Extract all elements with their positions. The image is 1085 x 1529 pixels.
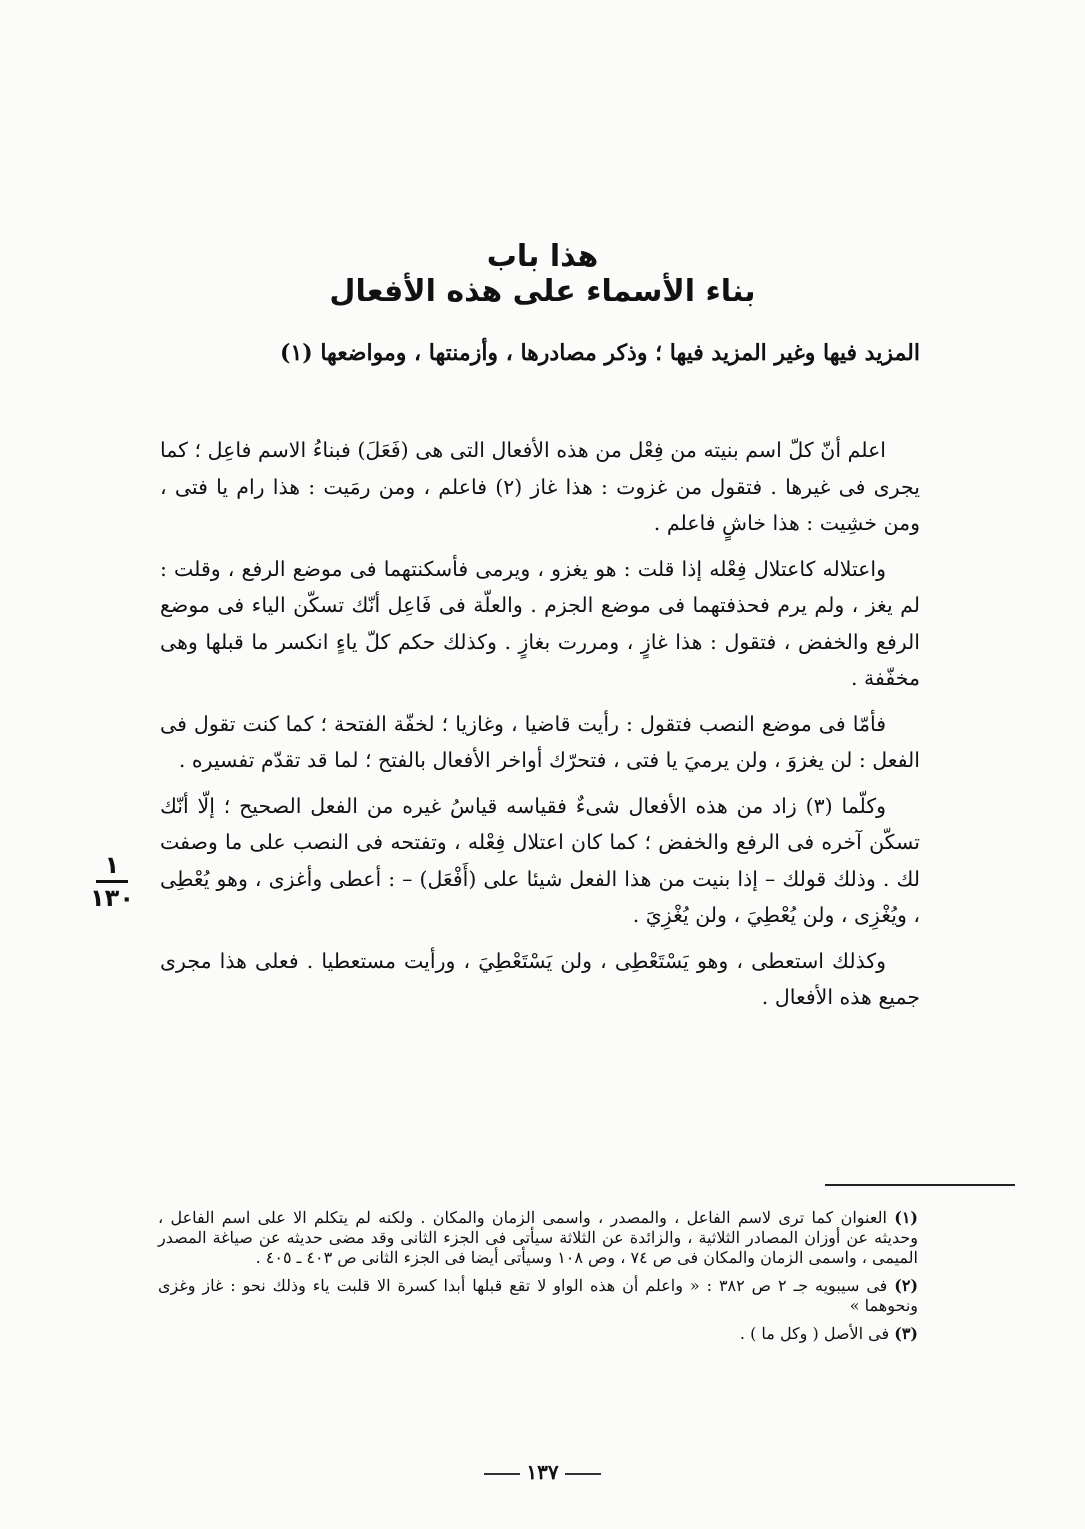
margin-reference: [82, 852, 142, 911]
page-number-dash: [484, 1473, 520, 1475]
footnote-1: [158, 1208, 918, 1268]
paragraph-2: واعتلاله كاعتلال فِعْله إذا قلت : هو يغزو ، ويرمى فأسكنتهما فى موضع الرفع ، وقلت : لم يغز ، ولم يرم فحذفتهما فى موضع الجزم . والعلّة فى فَاعِل أنّك تسكّن الياء فى موضع الرفع والخفض ، فتقول : هذا غازٍ ، ومررت بغازٍ . وكذلك حكم كلّ ياءٍ انكسر ما قبلها وهى مخفّفة .: [160, 556, 920, 690]
footnote-text: فى الأصل ( وكل ما ) .: [739, 1324, 890, 1343]
footnote-divider: [825, 1184, 1015, 1186]
page-number-value: ١٣٧: [526, 1460, 559, 1484]
paragraph-5: وكذلك استعطى ، وهو يَسْتَعْطِى ، ولن يَسْتَعْطِيَ ، ورأيت مستعطيا . فعلى هذا مجرى جميع هذه الأفعال .: [160, 948, 920, 1009]
footnote-2: [158, 1276, 918, 1316]
footnote-3: [158, 1324, 918, 1344]
footnotes: [158, 1208, 918, 1352]
footnote-number: (٢): [894, 1276, 919, 1295]
main-text: [160, 432, 920, 1025]
footnote-text: فى سيبويه جـ ٢ ص ٣٨٢ : « واعلم أن هذه الواو لا تقع قبلها أبدا كسرة الا قلبت ياء وذلك نحو : غاز وغزى ونحوهما »: [158, 1276, 918, 1315]
heading-line-2: بناء الأسماء على هذه الأفعال: [329, 274, 756, 309]
footnote-text: العنوان كما ترى لاسم الفاعل ، والمصدر ، واسمى الزمان والمكان . ولكنه لم يتكلم الا على اسم الفاعل ، وحديثه عن أوزان المصادر الثلاثية ، والزائدة عن الثلاثة سيأتى فى الجزء الثانى وقد مضى حديثه عن صياغة المصدر الميمى ، واسمى الزمان والمكان فى ص ٧٤ ، وص ١٠٨ وسيأتى أيضا فى الجزء الثانى ص ٤٠٣ ـ ٤٠٥ .: [158, 1208, 918, 1267]
footnote-number: (١): [894, 1208, 918, 1227]
margin-reference-volume: ١: [96, 852, 128, 883]
chapter-subtitle: المزيد فيها وغير المزيد فيها ؛ وذكر مصادرها ، وأزمنتها ، ومواضعها (١): [280, 340, 920, 366]
paragraph-4: وكلّما (٣) زاد من هذه الأفعال شىءٌ فقياسه قياسُ غيره من الفعل الصحيح ؛ إلّا أنّك تسكّن آخره فى الرفع والخفض ؛ كما كان اعتلال فِعْله ، وتفتحه فى النصب على ما وصفت لك . وذلك قولك – إذا بنيت من هذا الفعل شيئا على (أَفْعَل) – : أعطى وأغزى ، وهو يُعْطِى ، ويُغْزِى ، ولن يُعْطِيَ ، ولن يُغْزِيَ .: [160, 793, 920, 927]
page-number-dash: [565, 1473, 601, 1475]
margin-reference-page: ١٣٠: [90, 884, 134, 912]
paragraph-3: فأمّا فى موضع النصب فتقول : رأيت قاضيا ، وغازيا ؛ لخفّة الفتحة ؛ كما كنت تقول فى الفعل : لن يغزوَ ، ولن يرميَ يا فتى ، فتحرّك أواخر الأفعال بالفتح ؛ لما قد تقدّم تفسيره .: [160, 711, 920, 772]
chapter-heading: [0, 240, 1085, 310]
page-number: [0, 1460, 1085, 1484]
footnote-number: (٣): [894, 1324, 918, 1343]
paragraph-1: اعلم أنّ كلّ اسم بنيته من فِعْل من هذه الأفعال التى هى (فَعَلَ) فبناءُ الاسم فاعِل ؛ كما يجرى فى غيرها . فتقول من غزوت : هذا غاز (٢) فاعلم ، ومن رمَيت : هذا رام يا فتى ، ومن خشِيت : هذا خاشٍ فاعلم .: [160, 438, 920, 535]
heading-line-1: هذا باب: [486, 239, 599, 274]
